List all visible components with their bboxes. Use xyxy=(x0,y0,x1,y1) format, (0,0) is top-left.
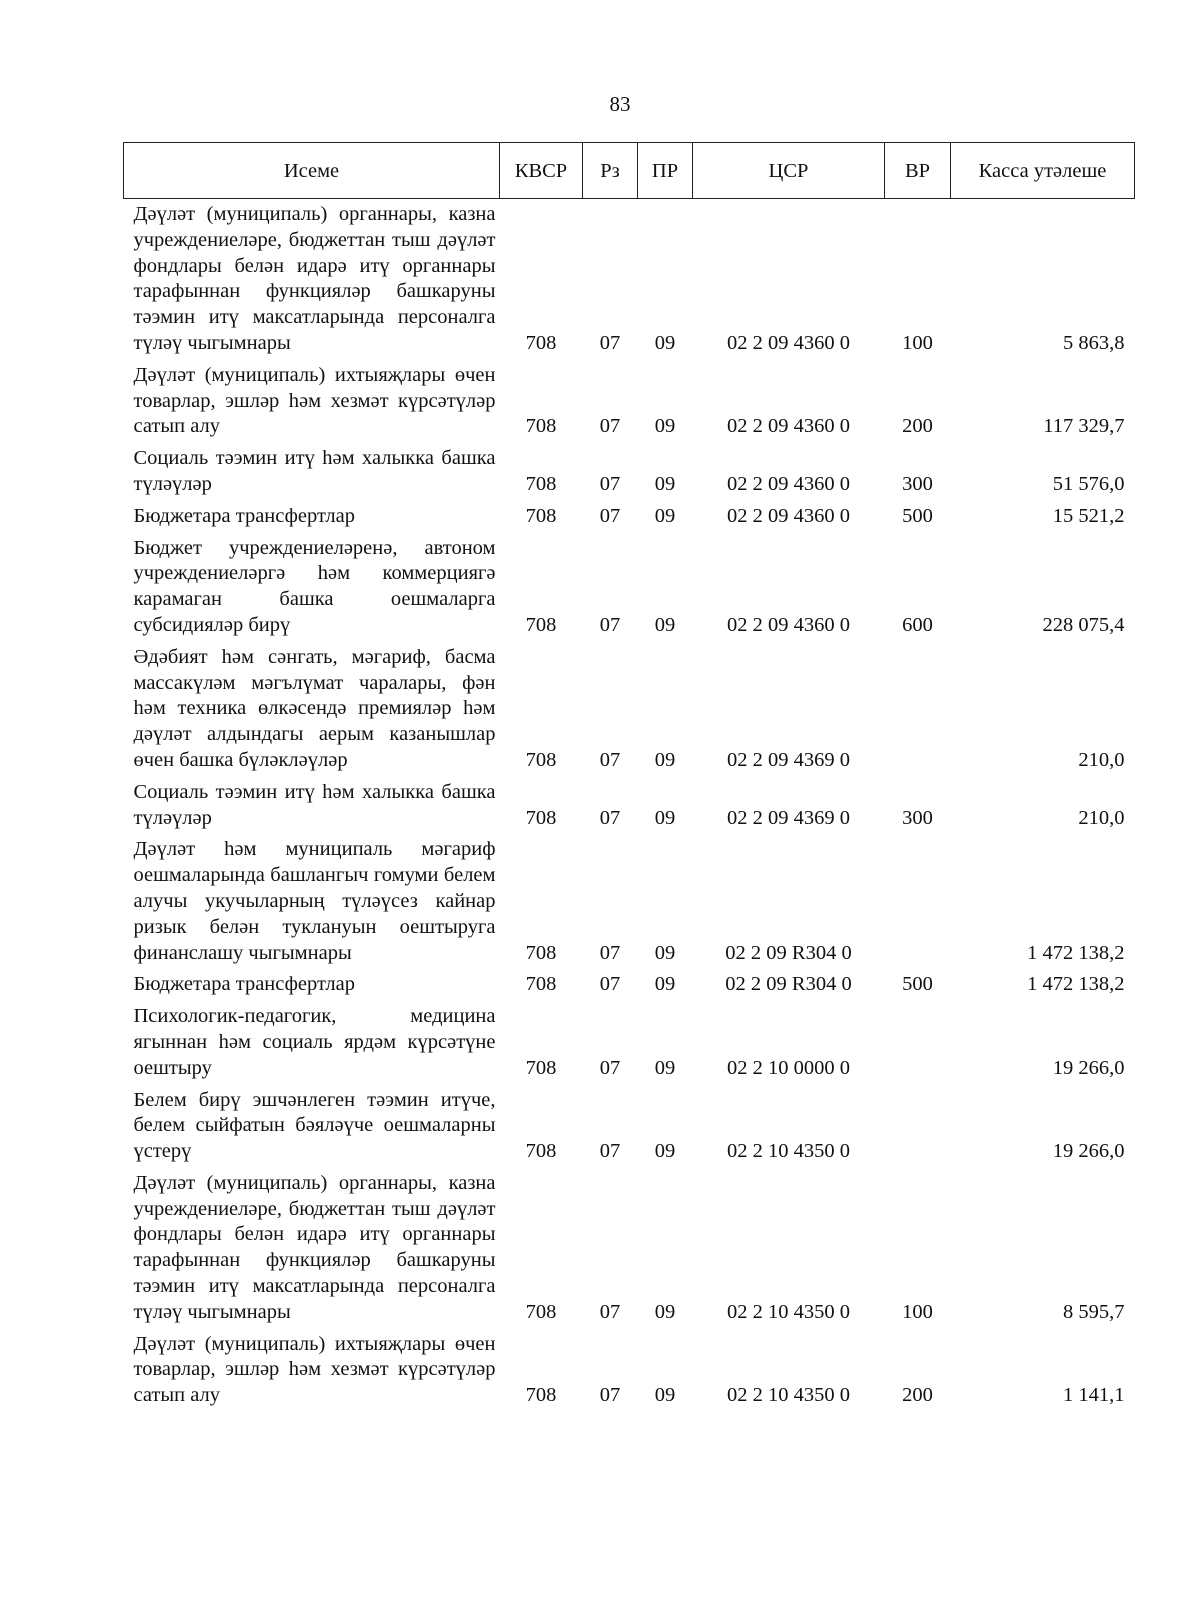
header-kvsr: КВСР xyxy=(500,143,583,199)
row-csr: 02 2 10 0000 0 xyxy=(727,1056,850,1079)
row-pr: 09 xyxy=(654,1300,676,1323)
row-rz: 07 xyxy=(599,504,621,527)
row-name: Бюджетара трансфертлар xyxy=(133,973,356,996)
table-row xyxy=(124,443,1135,501)
row-amount: 117 329,7 xyxy=(1043,415,1125,438)
row-kvsr: 708 xyxy=(525,973,557,996)
header-csr: ЦСР xyxy=(693,143,885,199)
row-name: Бюджетара трансфертлар xyxy=(133,504,356,527)
row-name: Дәүләт (муниципаль) ихтыяҗлары өчен товарлар, эшләр һәм хезмәт күрсәтүләр сатып алу xyxy=(133,1332,496,1407)
row-amount: 210,0 xyxy=(1078,806,1125,829)
row-csr: 02 2 09 R304 0 xyxy=(725,941,852,964)
row-vr: 300 xyxy=(902,806,933,829)
row-rz: 07 xyxy=(599,748,621,771)
row-vr: 100 xyxy=(902,1300,933,1323)
row-name: Психологик-педагогик, медицина ягыннан һәм социаль ярдәм күрсәтүне оештыру xyxy=(133,1005,496,1079)
table-row xyxy=(124,642,1135,777)
row-vr: 300 xyxy=(902,472,933,495)
table-row xyxy=(124,1085,1135,1168)
row-rz: 07 xyxy=(599,1140,621,1163)
row-pr: 09 xyxy=(654,415,676,438)
header-rz: Рз xyxy=(583,143,638,199)
row-pr: 09 xyxy=(654,504,676,527)
row-pr: 09 xyxy=(654,613,676,636)
row-rz: 07 xyxy=(599,1384,621,1407)
row-amount: 210,0 xyxy=(1078,748,1125,771)
row-kvsr: 708 xyxy=(525,415,557,438)
table-body xyxy=(124,199,1135,1413)
row-amount: 19 266,0 xyxy=(1052,1056,1125,1079)
row-rz: 07 xyxy=(599,472,621,495)
row-amount: 1 472 138,2 xyxy=(1027,973,1125,996)
row-pr: 09 xyxy=(654,941,676,964)
row-amount: 1 472 138,2 xyxy=(1027,941,1125,964)
row-kvsr: 708 xyxy=(525,748,557,771)
row-csr: 02 2 09 4360 0 xyxy=(727,415,850,438)
row-pr: 09 xyxy=(654,973,676,996)
row-name: Бюджет учреждениеләренә, автоном учреждениеләргә һәм коммерциягә карамаган башка оешмаларга субсидияләр бирү xyxy=(133,536,496,636)
row-amount: 15 521,2 xyxy=(1052,504,1125,527)
row-vr xyxy=(885,834,951,969)
row-vr: 600 xyxy=(902,613,933,636)
row-rz: 07 xyxy=(599,806,621,829)
row-name: Әдәбият һәм сәнгать, мәгариф, басма массакүләм мәгълүмат чаралары, фән һәм техника өлкәсендә премияләр һәм дәүләт алдындагы аерым казанышлар өчен башка бүләкләүләр xyxy=(133,645,496,771)
row-kvsr: 708 xyxy=(525,941,557,964)
row-pr: 09 xyxy=(654,1384,676,1407)
row-name: Дәүләт (муниципаль) органнары, казна учреждениеләре, бюджеттан тыш дәүләт фондлары белән идарә итү органнары тарафыннан функцияләр башкаруны тәэмин итү максатларында персоналга түләү чыгымнары xyxy=(133,203,496,354)
table-row xyxy=(124,501,1135,533)
table-row xyxy=(124,1329,1135,1412)
row-amount: 228 075,4 xyxy=(1042,613,1125,636)
table-row xyxy=(124,1168,1135,1329)
row-csr: 02 2 09 4360 0 xyxy=(727,613,850,636)
row-kvsr: 708 xyxy=(525,1140,557,1163)
row-vr: 100 xyxy=(902,331,933,354)
row-rz: 07 xyxy=(599,415,621,438)
header-kassa: Касса утәлеше xyxy=(951,143,1135,199)
row-csr: 02 2 09 4360 0 xyxy=(727,504,850,527)
row-pr: 09 xyxy=(654,1140,676,1163)
row-rz: 07 xyxy=(599,1300,621,1323)
row-amount: 8 595,7 xyxy=(1063,1300,1125,1323)
row-vr: 200 xyxy=(902,1384,933,1407)
header-pr: ПР xyxy=(638,143,693,199)
row-name: Белем бирү эшчәнлеген тәэмин итүче, белем сыйфатын бәяләүче оешмаларны үстерү xyxy=(133,1088,496,1163)
header-vr: ВР xyxy=(885,143,951,199)
row-csr: 02 2 09 4369 0 xyxy=(727,748,850,771)
budget-table xyxy=(123,142,1135,1412)
row-vr: 500 xyxy=(902,504,933,527)
row-vr xyxy=(885,1085,951,1168)
row-amount: 5 863,8 xyxy=(1063,331,1125,354)
row-csr: 02 2 09 R304 0 xyxy=(725,973,852,996)
row-rz: 07 xyxy=(599,1056,621,1079)
row-vr xyxy=(885,1001,951,1084)
row-kvsr: 708 xyxy=(525,1300,557,1323)
row-kvsr: 708 xyxy=(525,331,557,354)
row-pr: 09 xyxy=(654,748,676,771)
row-kvsr: 708 xyxy=(525,806,557,829)
table-row xyxy=(124,360,1135,443)
header-name: Исеме xyxy=(124,143,500,199)
table-row xyxy=(124,969,1135,1001)
row-amount: 19 266,0 xyxy=(1052,1140,1125,1163)
row-amount: 1 141,1 xyxy=(1063,1384,1125,1407)
table-row xyxy=(124,533,1135,642)
row-kvsr: 708 xyxy=(525,1056,557,1079)
row-vr: 200 xyxy=(902,415,933,438)
row-kvsr: 708 xyxy=(525,1384,557,1407)
row-rz: 07 xyxy=(599,331,621,354)
row-name: Дәүләт һәм муниципаль мәгариф оешмаларында башлангыч гомуми белем алучы укучыларның түләүсез кайнар ризык белән туклануын оештыруга финанслашу чыгымнары xyxy=(133,838,496,964)
row-rz: 07 xyxy=(599,973,621,996)
table-row xyxy=(124,777,1135,835)
row-kvsr: 708 xyxy=(525,472,557,495)
row-vr: 500 xyxy=(902,973,933,996)
row-kvsr: 708 xyxy=(525,504,557,527)
row-pr: 09 xyxy=(654,331,676,354)
row-name: Социаль тәэмин итү һәм халыкка башка түләүләр xyxy=(133,447,496,495)
row-pr: 09 xyxy=(654,472,676,495)
row-pr: 09 xyxy=(654,806,676,829)
row-csr: 02 2 09 4360 0 xyxy=(727,331,850,354)
table-row xyxy=(124,1001,1135,1084)
row-amount: 51 576,0 xyxy=(1052,472,1125,495)
row-pr: 09 xyxy=(654,1056,676,1079)
table-row xyxy=(124,199,1135,360)
row-vr xyxy=(885,642,951,777)
page-number: 83 xyxy=(609,92,631,116)
row-name: Социаль тәэмин итү һәм халыкка башка түләүләр xyxy=(133,780,496,829)
row-kvsr: 708 xyxy=(525,613,557,636)
row-csr: 02 2 10 4350 0 xyxy=(727,1140,850,1163)
row-csr: 02 2 09 4360 0 xyxy=(727,472,850,495)
row-csr: 02 2 10 4350 0 xyxy=(727,1384,850,1407)
row-rz: 07 xyxy=(599,941,621,964)
row-name: Дәүләт (муниципаль) органнары, казна учреждениеләре, бюджеттан тыш дәүләт фондлары белән идарә итү органнары тарафыннан функцияләр башкаруны тәэмин итү максатларында персоналга түләү чыгымнары xyxy=(133,1171,496,1323)
row-csr: 02 2 09 4369 0 xyxy=(727,806,850,829)
row-name: Дәүләт (муниципаль) ихтыяҗлары өчен товарлар, эшләр һәм хезмәт күрсәтүләр сатып алу xyxy=(133,363,496,438)
table-row xyxy=(124,834,1135,969)
row-csr: 02 2 10 4350 0 xyxy=(727,1300,850,1323)
row-rz: 07 xyxy=(599,613,621,636)
header-row xyxy=(124,143,1135,199)
